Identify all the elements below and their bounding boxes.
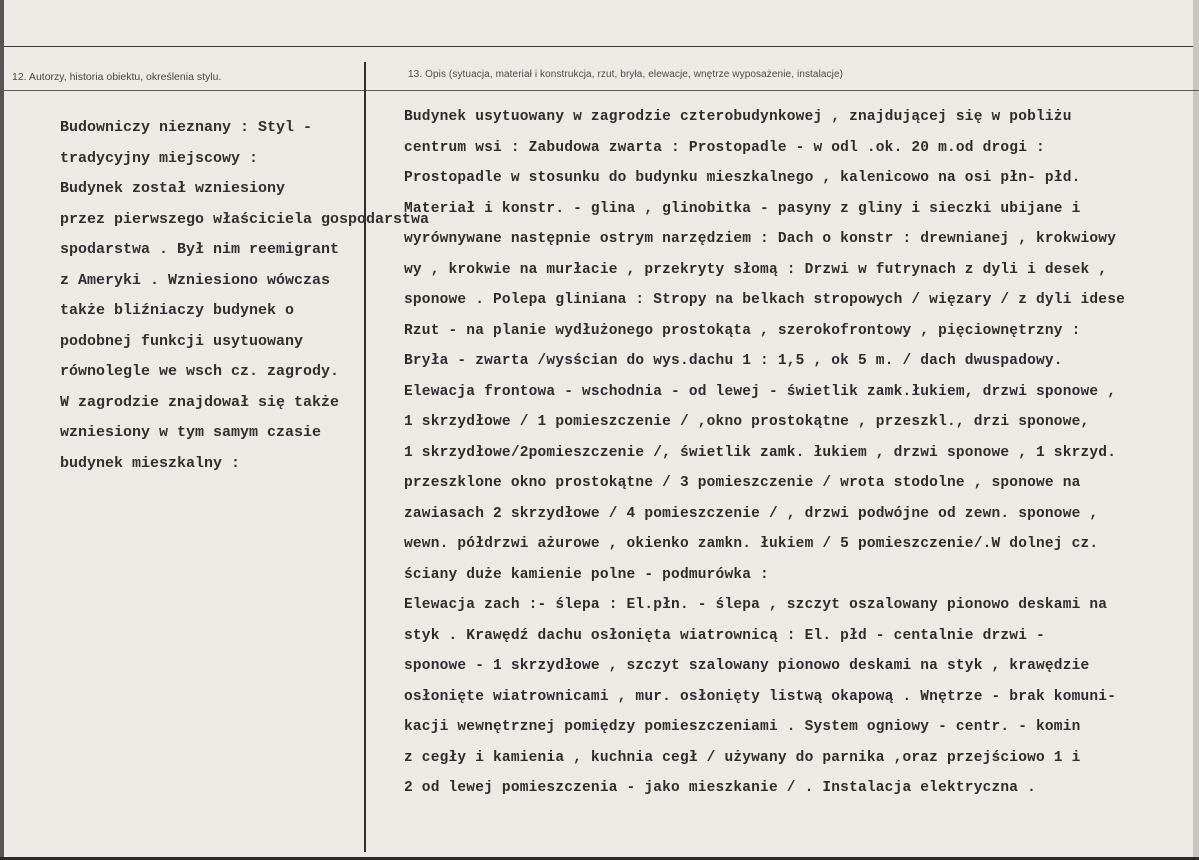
section-12-heading: 12. Autorzy, historia obiektu, określenia stylu. xyxy=(12,71,222,83)
text-line: wy , krokwie na murłacie , przekryty słomą : Drzwi w futrynach z dyli i desek , xyxy=(404,261,1108,278)
section-13-heading: 13. Opis (sytuacja, materiał i konstrukcja, rzut, bryła, elewacje, wnętrze wyposażenie, instalacje) xyxy=(408,69,844,80)
authors-history-text xyxy=(60,119,429,485)
text-line: budynek mieszkalny : xyxy=(60,454,241,472)
text-line: z Ameryki . Wzniesiono wówczas xyxy=(60,271,331,289)
description-text xyxy=(404,109,1125,811)
text-line: równolegle we wsch cz. zagrody. xyxy=(60,363,340,380)
text-line: sponowe - 1 skrzydłowe , szczyt szalowany pionowo deskami na styk , krawędzie xyxy=(404,658,1090,674)
text-line: przez pierwszego właściciela gospodarstwa xyxy=(60,210,430,228)
text-line: spodarstwa . Był nim reemigrant xyxy=(60,241,340,258)
text-line: Budowniczy nieznany : Styl - xyxy=(60,119,313,136)
text-line: Rzut - na planie wydłużonego prostokąta , szerokofrontowy , pięciownętrzny : xyxy=(404,322,1081,339)
text-line: wyrównywane następnie ostrym narzędziem : Dach o konstr : drewnianej , krokwiowy xyxy=(404,231,1117,247)
header-divider xyxy=(0,90,1199,91)
text-line: także bliźniaczy budynek o xyxy=(60,302,295,319)
text-line: wzniesiony w tym samym czasie xyxy=(60,424,322,441)
text-line: zawiasach 2 skrzydłowe / 4 pomieszczenie / , drzwi podwójne od zewn. sponowe , xyxy=(404,505,1099,522)
text-line: 1 skrzydłowe/2pomieszczenie /, świetlik zamk. łukiem , drzwi sponowe , 1 skrzyd. xyxy=(404,444,1117,461)
text-line: sponowe . Polepa gliniana : Stropy na belkach stropowych / więzary / z dyli idese xyxy=(404,292,1126,308)
text-line: Budynek został wzniesiony xyxy=(60,180,286,197)
text-line: styk . Krawędź dachu osłonięta wiatrownicą : El. płd - centalnie drzwi - xyxy=(404,627,1045,644)
text-line: ściany duże kamienie polne - podmurówka : xyxy=(404,566,769,583)
top-margin xyxy=(0,0,1199,47)
text-line: kacji wewnętrznej pomiędzy pomieszczeniami . System ogniowy - centr. - komin xyxy=(404,719,1081,735)
text-line: wewn. półdrzwi ażurowe , okienko zamkn. łukiem / 5 pomieszczenie/.W dolnej cz. xyxy=(404,536,1099,552)
right-edge xyxy=(1193,0,1199,860)
text-line: Budynek usytuowany w zagrodzie czterobudynkowej , znajdującej się w pobliżu xyxy=(404,109,1072,125)
text-line: tradycyjny miejscowy : xyxy=(60,149,259,167)
left-edge xyxy=(0,0,4,860)
text-line: centrum wsi : Zabudowa zwarta : Prostopadle - w odl .ok. 20 m.od drogi : xyxy=(404,139,1045,156)
text-line: Elewacja zach :- ślepa : El.płn. - ślepa , szczyt oszalowany pionowo deskami na xyxy=(404,597,1108,613)
text-line: przeszklone okno prostokątne / 3 pomieszczenie / wrota stodolne , sponowe na xyxy=(404,475,1081,491)
text-line: z cegły i kamienia , kuchnia cegł / używany do parnika ,oraz przejściowo 1 i xyxy=(404,749,1081,766)
text-line: 2 od lewej pomieszczenia - jako mieszkanie / . Instalacja elektryczna . xyxy=(404,780,1037,796)
text-line: Prostopadle w stosunku do budynku mieszkalnego , kalenicowo na osi płn- płd. xyxy=(404,170,1081,186)
text-line: W zagrodzie znajdował się także xyxy=(60,393,340,411)
text-line: Elewacja frontowa - wschodnia - od lewej - świetlik zamk.łukiem, drzwi sponowe , xyxy=(404,383,1117,400)
text-line: Materiał i konstr. - glina , glinobitka - pasyny z gliny i sieczki ubijane i xyxy=(404,200,1081,217)
text-line: podobnej funkcji usytuowany xyxy=(60,332,304,350)
text-line: osłonięte wiatrownicami , mur. osłonięty listwą okapową . Wnętrze - brak komuni- xyxy=(404,688,1117,705)
text-line: Bryła - zwarta /wysścian do wys.dachu 1 : 1,5 , ok 5 m. / dach dwuspadowy. xyxy=(404,353,1063,369)
text-line: 1 skrzydłowe / 1 pomieszczenie / ,okno prostokątne , przeszkl., drzi sponowe, xyxy=(404,414,1090,430)
